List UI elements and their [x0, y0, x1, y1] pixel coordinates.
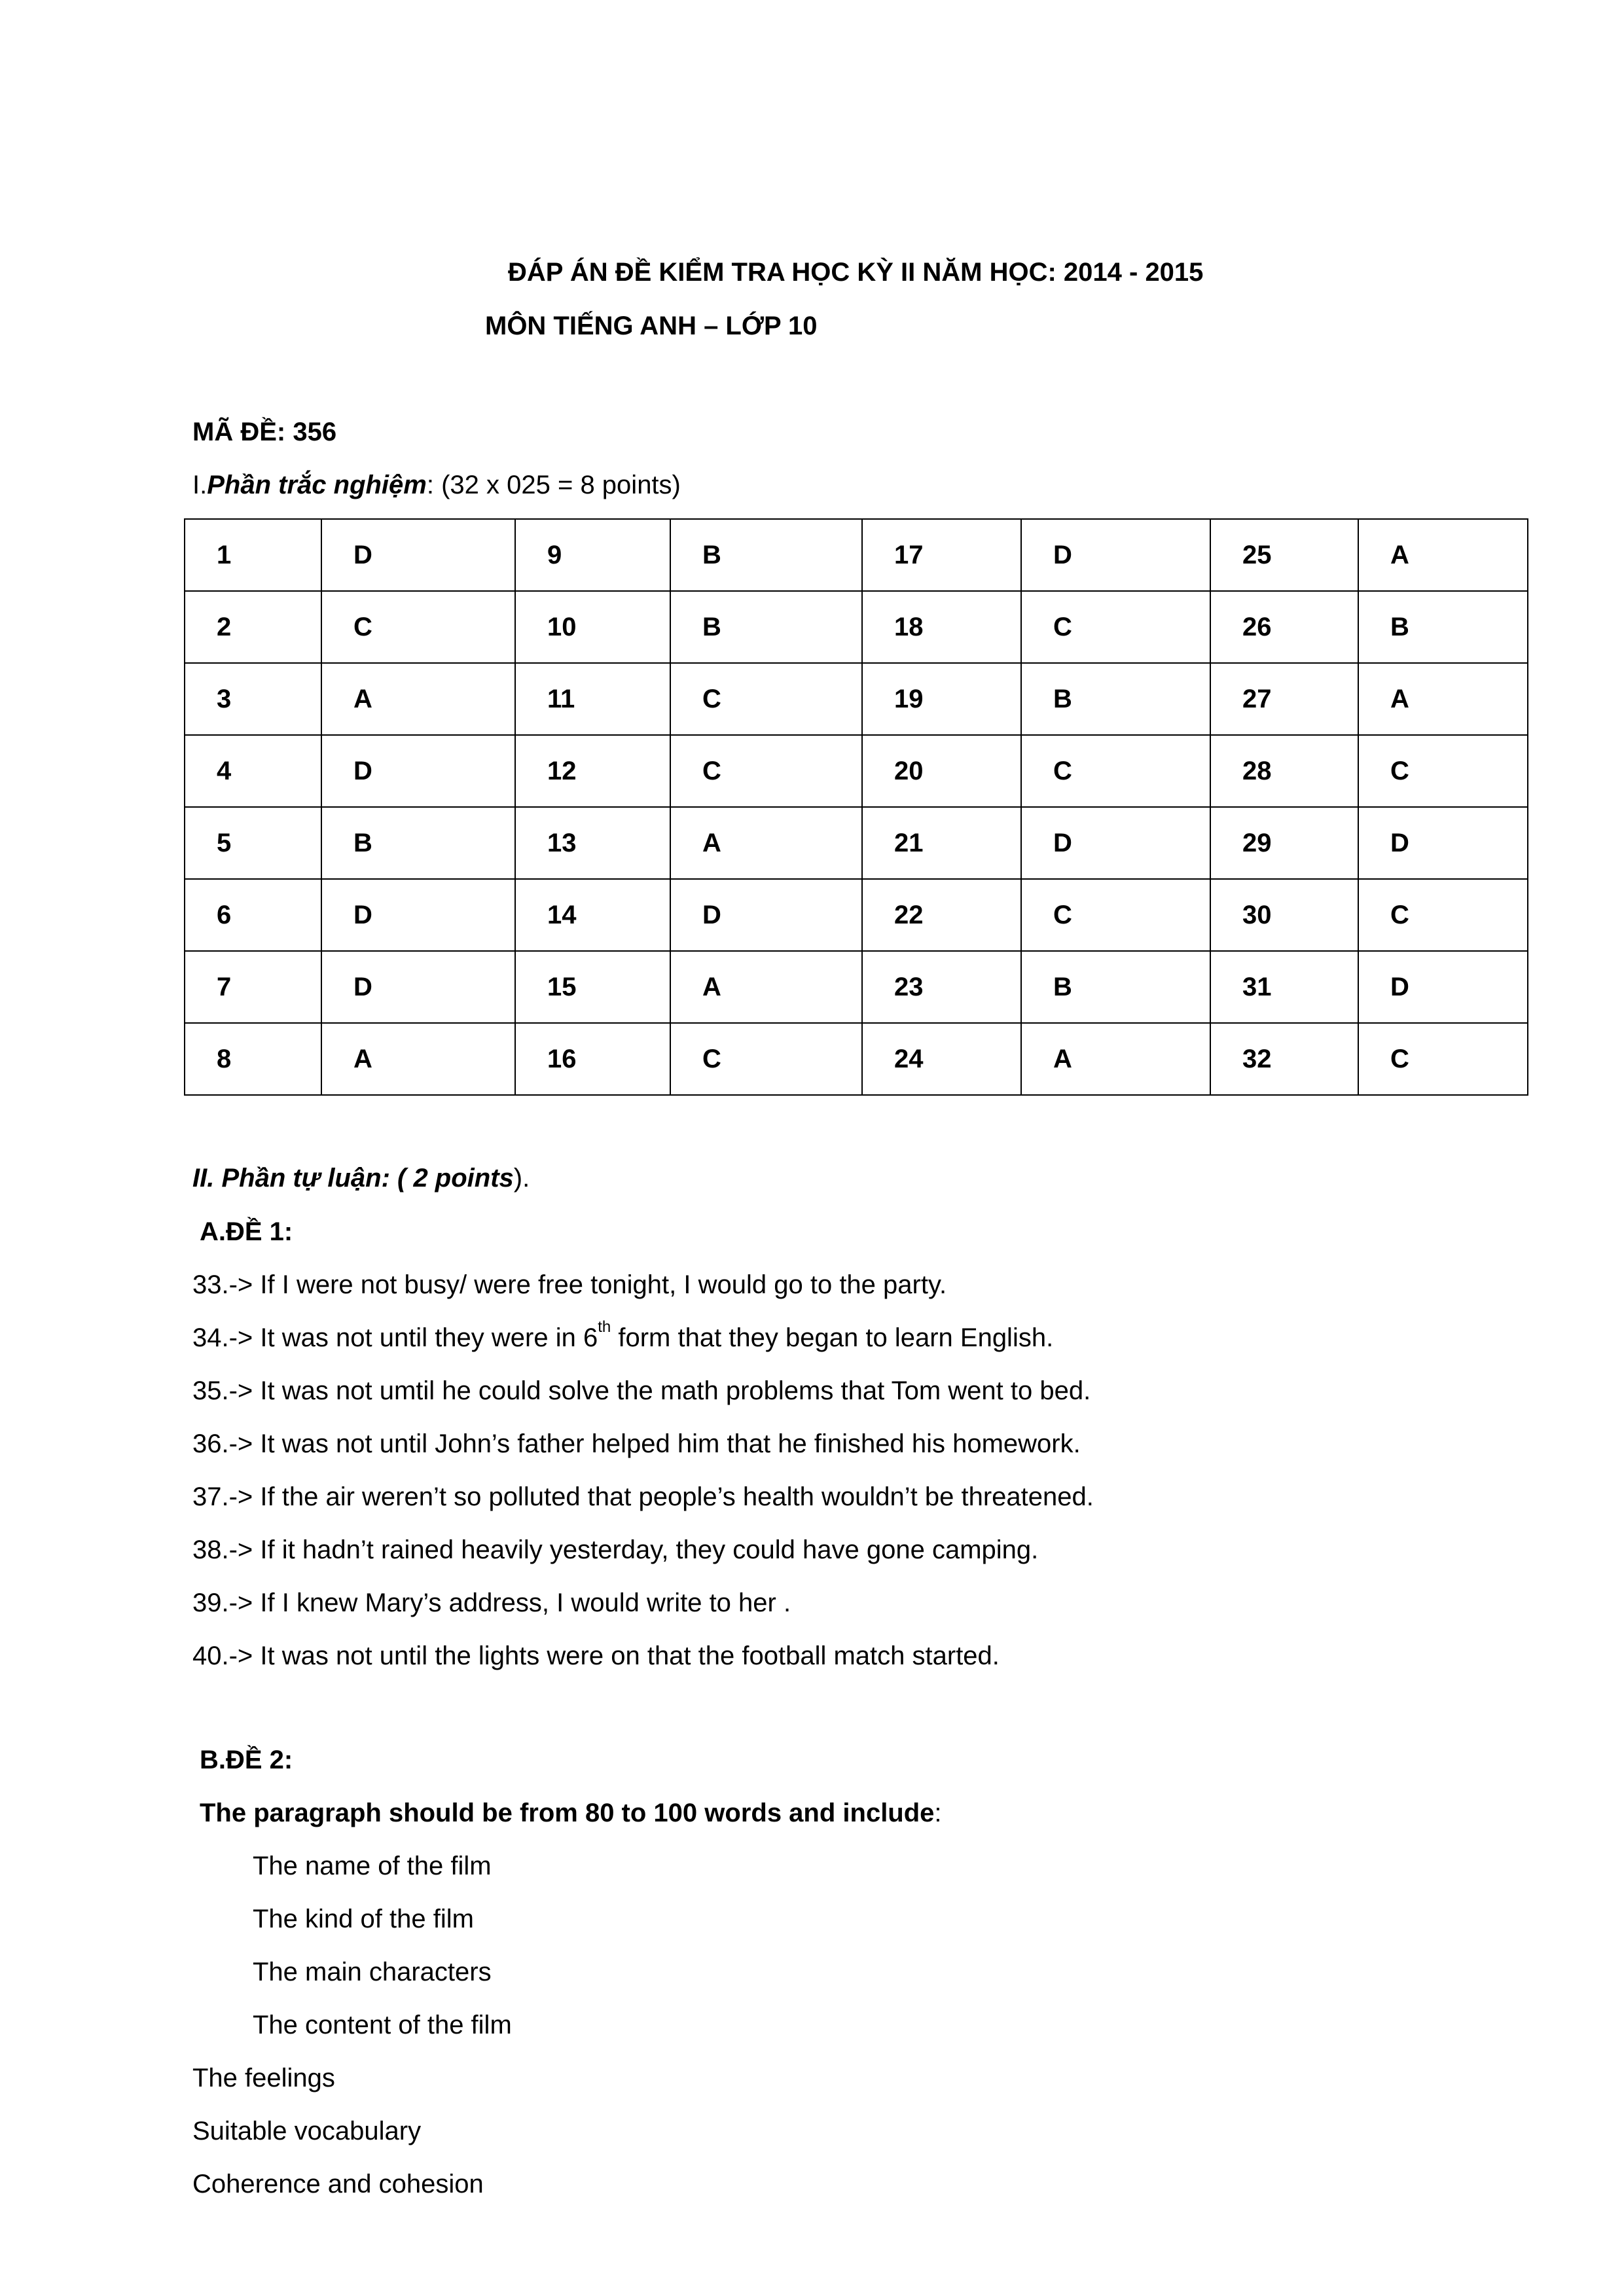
- question-number-cell: 15: [515, 951, 670, 1023]
- question-number-cell: 6: [185, 879, 321, 951]
- question-number-cell: 10: [515, 591, 670, 663]
- answer-letter-cell: D: [321, 519, 515, 591]
- question-number-cell: 13: [515, 807, 670, 879]
- table-row: [185, 591, 1528, 663]
- answer-35: 35.-> It was not umtil he could solve the math problems that Tom went to bed.: [192, 1376, 1091, 1405]
- section1-prefix: I.: [192, 471, 208, 499]
- answer-letter-cell: D: [1021, 807, 1210, 879]
- answer-letter-cell: C: [1021, 879, 1210, 951]
- document-subtitle: MÔN TIẾNG ANH – LỚP 10: [485, 312, 818, 340]
- section2-title: II. Phần tự luận: ( 2 points: [192, 1164, 514, 1193]
- question-number-cell: 19: [862, 663, 1021, 735]
- question-number-cell: 14: [515, 879, 670, 951]
- question-number-cell: 32: [1210, 1023, 1358, 1095]
- part-b-requirement: [200, 1800, 942, 1826]
- question-number-cell: 3: [185, 663, 321, 735]
- question-number-cell: 20: [862, 735, 1021, 807]
- answer-letter-cell: C: [321, 591, 515, 663]
- answer-letter-cell: B: [1021, 663, 1210, 735]
- table-row: [185, 807, 1528, 879]
- question-number-cell: 4: [185, 735, 321, 807]
- answer-34-text: 34.-> It was not until they were in 6: [192, 1323, 598, 1352]
- exam-code: MÃ ĐỀ: 356: [192, 418, 337, 446]
- answer-letter-cell: C: [670, 735, 862, 807]
- answer-letter-cell: D: [321, 735, 515, 807]
- answer-letter-cell: C: [1358, 735, 1528, 807]
- table-row: [185, 951, 1528, 1023]
- answer-40: 40.-> It was not until the lights were on that the football match started.: [192, 1641, 1000, 1670]
- answer-letter-cell: A: [1021, 1023, 1210, 1095]
- answer-table: [184, 518, 1528, 1096]
- answer-letter-cell: D: [321, 951, 515, 1023]
- answer-letter-cell: C: [1358, 879, 1528, 951]
- include-item: The content of the film: [253, 2011, 512, 2039]
- question-number-cell: 17: [862, 519, 1021, 591]
- answer-38: 38.-> If it hadn’t rained heavily yesterday, they could have gone camping.: [192, 1535, 1039, 1564]
- criteria-item: Suitable vocabulary: [192, 2117, 422, 2145]
- section1-title: Phần trắc nghiệm: [207, 471, 427, 499]
- answer-letter-cell: B: [321, 807, 515, 879]
- answer-letter-cell: D: [1358, 951, 1528, 1023]
- answer-letter-cell: B: [1358, 591, 1528, 663]
- requirement-suffix: :: [934, 1799, 942, 1827]
- question-number-cell: 12: [515, 735, 670, 807]
- answer-letter-cell: B: [670, 519, 862, 591]
- question-number-cell: 22: [862, 879, 1021, 951]
- table-row: [185, 519, 1528, 591]
- answer-33: 33.-> If I were not busy/ were free tonight, I would go to the party.: [192, 1270, 947, 1299]
- question-number-cell: 16: [515, 1023, 670, 1095]
- answer-34: [192, 1318, 1054, 1352]
- answer-34-rest: form that they began to learn English.: [611, 1323, 1054, 1352]
- answer-letter-cell: C: [1021, 591, 1210, 663]
- answer-letter-cell: A: [670, 951, 862, 1023]
- question-number-cell: 24: [862, 1023, 1021, 1095]
- answer-letter-cell: A: [1358, 519, 1528, 591]
- question-number-cell: 18: [862, 591, 1021, 663]
- question-number-cell: 25: [1210, 519, 1358, 591]
- answer-letter-cell: C: [670, 663, 862, 735]
- answer-letter-cell: C: [1358, 1023, 1528, 1095]
- criteria-item: Coherence and cohesion: [192, 2170, 484, 2198]
- table-row: [185, 879, 1528, 951]
- criteria-item: The feelings: [192, 2064, 335, 2092]
- table-row: [185, 1023, 1528, 1095]
- answer-letter-cell: A: [1358, 663, 1528, 735]
- question-number-cell: 1: [185, 519, 321, 591]
- question-number-cell: 30: [1210, 879, 1358, 951]
- table-row: [185, 663, 1528, 735]
- question-number-cell: 28: [1210, 735, 1358, 807]
- question-number-cell: 21: [862, 807, 1021, 879]
- answer-letter-cell: B: [670, 591, 862, 663]
- question-number-cell: 29: [1210, 807, 1358, 879]
- question-number-cell: 11: [515, 663, 670, 735]
- answer-36: 36.-> It was not until John’s father helped him that he finished his homework.: [192, 1429, 1081, 1458]
- document-title: ĐÁP ÁN ĐỀ KIỂM TRA HỌC KỲ II NĂM HỌC: 2014 - 2015: [508, 258, 1204, 287]
- answer-letter-cell: D: [1358, 807, 1528, 879]
- answer-letter-cell: C: [1021, 735, 1210, 807]
- include-item: The main characters: [253, 1958, 492, 1986]
- include-item: The name of the film: [253, 1852, 492, 1880]
- table-row: [185, 735, 1528, 807]
- question-number-cell: 9: [515, 519, 670, 591]
- requirement-text: The paragraph should be from 80 to 100 words and include: [200, 1799, 935, 1827]
- answer-letter-cell: B: [1021, 951, 1210, 1023]
- answer-letter-cell: A: [321, 1023, 515, 1095]
- answer-37: 37.-> If the air weren’t so polluted that people’s health wouldn’t be threatened.: [192, 1482, 1094, 1511]
- section1-heading: [192, 472, 681, 498]
- question-number-cell: 2: [185, 591, 321, 663]
- question-number-cell: 5: [185, 807, 321, 879]
- section1-suffix: : (32 x 025 = 8 points): [426, 471, 681, 499]
- answer-letter-cell: A: [321, 663, 515, 735]
- answer-letter-cell: D: [321, 879, 515, 951]
- question-number-cell: 31: [1210, 951, 1358, 1023]
- section2-heading: [192, 1165, 530, 1191]
- answer-letter-cell: C: [670, 1023, 862, 1095]
- answer-34-sup: th: [598, 1318, 611, 1336]
- section2-suffix: ).: [513, 1164, 530, 1193]
- question-number-cell: 26: [1210, 591, 1358, 663]
- part-a-heading: A.ĐỀ 1:: [200, 1217, 293, 1246]
- question-number-cell: 8: [185, 1023, 321, 1095]
- include-item: The kind of the film: [253, 1905, 474, 1933]
- answer-39: 39.-> If I knew Mary’s address, I would write to her .: [192, 1588, 791, 1617]
- answer-letter-cell: D: [670, 879, 862, 951]
- answer-letter-cell: A: [670, 807, 862, 879]
- question-number-cell: 7: [185, 951, 321, 1023]
- answer-letter-cell: D: [1021, 519, 1210, 591]
- question-number-cell: 27: [1210, 663, 1358, 735]
- question-number-cell: 23: [862, 951, 1021, 1023]
- part-b-heading: B.ĐỀ 2:: [200, 1746, 293, 1774]
